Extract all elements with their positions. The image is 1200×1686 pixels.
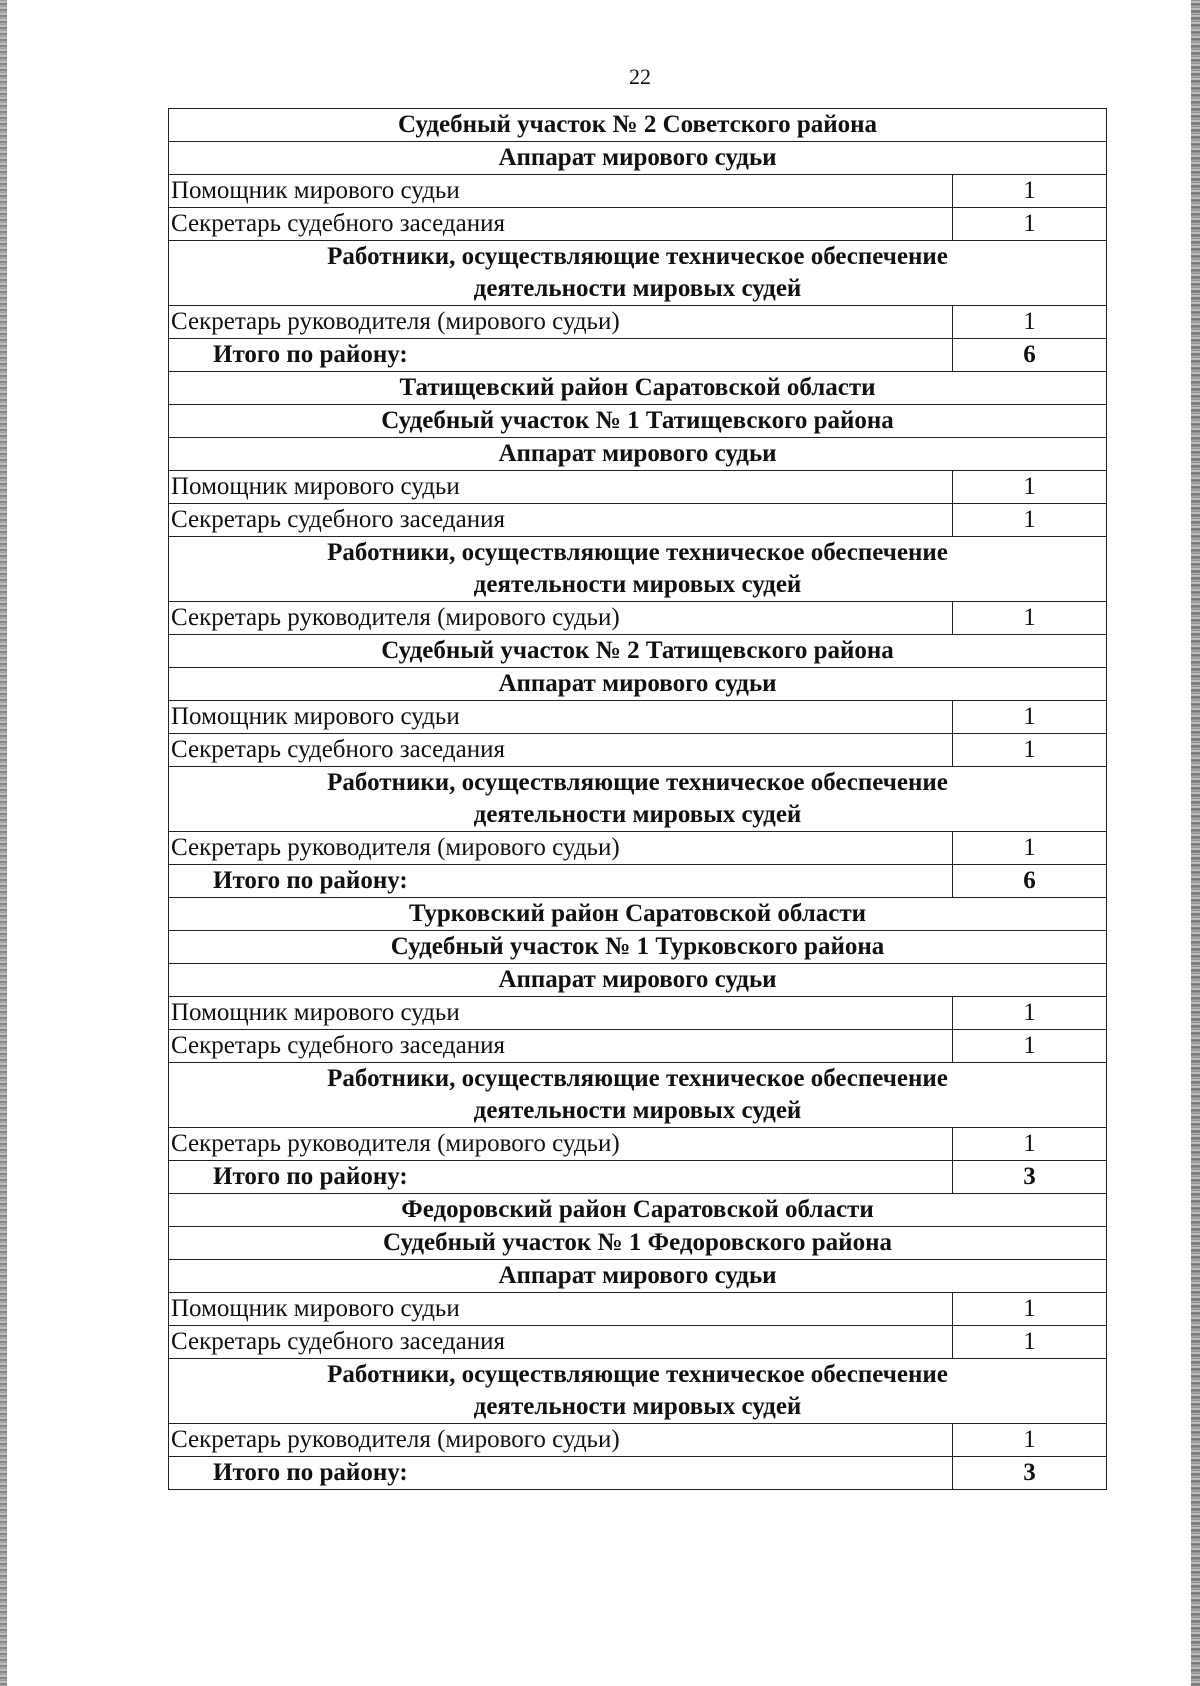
section-heading-line-1: Работники, осуществляющие техническое обеспечение [327, 539, 948, 566]
section-heading-line-2: деятельности мировых судей [473, 571, 802, 598]
district-total-label: Итого по району: [169, 1161, 953, 1194]
position-count: 1 [953, 734, 1107, 767]
section-heading-line-2: деятельности мировых судей [473, 1097, 802, 1124]
section-heading-row [169, 1260, 1107, 1293]
section-heading-line-2: деятельности мировых судей [473, 275, 802, 302]
section-heading-row [169, 1359, 1107, 1424]
section-heading: Аппарат мирового судьи [169, 142, 1107, 175]
section-heading: Аппарат мирового судьи [169, 438, 1107, 471]
section-heading-row [169, 241, 1107, 306]
section-heading-row [169, 372, 1107, 405]
district-total-count: 6 [953, 339, 1107, 372]
staffing-table [168, 108, 1107, 1490]
district-total-row [169, 865, 1107, 898]
staffing-table-body [169, 109, 1107, 1490]
position-count: 1 [953, 701, 1107, 734]
position-count: 1 [953, 1293, 1107, 1326]
position-name: Секретарь судебного заседания [169, 208, 953, 241]
position-count: 1 [953, 602, 1107, 635]
position-row [169, 602, 1107, 635]
section-heading [169, 1063, 1107, 1128]
position-name: Помощник мирового судьи [169, 701, 953, 734]
district-total-count: 6 [953, 865, 1107, 898]
section-heading-row [169, 405, 1107, 438]
position-row [169, 504, 1107, 537]
district-total-label: Итого по району: [169, 865, 953, 898]
section-heading-line-1: Работники, осуществляющие техническое обеспечение [327, 1361, 948, 1388]
section-heading [169, 241, 1107, 306]
position-row [169, 1424, 1107, 1457]
section-heading: Судебный участок № 1 Татищевского района [169, 405, 1107, 438]
section-heading-line-1: Работники, осуществляющие техническое обеспечение [327, 243, 948, 270]
section-heading [169, 537, 1107, 602]
position-count: 1 [953, 1326, 1107, 1359]
position-row [169, 701, 1107, 734]
position-name: Помощник мирового судьи [169, 997, 953, 1030]
position-name: Секретарь судебного заседания [169, 504, 953, 537]
position-name: Секретарь руководителя (мирового судьи) [169, 1128, 953, 1161]
section-heading-row [169, 964, 1107, 997]
position-count: 1 [953, 1030, 1107, 1063]
position-count: 1 [953, 504, 1107, 537]
position-count: 1 [953, 832, 1107, 865]
position-name: Секретарь руководителя (мирового судьи) [169, 1424, 953, 1457]
section-heading [169, 1359, 1107, 1424]
section-heading: Судебный участок № 2 Татищевского района [169, 635, 1107, 668]
section-heading: Судебный участок № 2 Советского района [169, 109, 1107, 142]
position-row [169, 1128, 1107, 1161]
section-heading-line-1: Работники, осуществляющие техническое обеспечение [327, 769, 948, 796]
section-heading: Аппарат мирового судьи [169, 964, 1107, 997]
position-name: Секретарь руководителя (мирового судьи) [169, 602, 953, 635]
district-total-row [169, 339, 1107, 372]
district-total-row [169, 1161, 1107, 1194]
section-heading: Аппарат мирового судьи [169, 1260, 1107, 1293]
position-count: 1 [953, 471, 1107, 504]
position-row [169, 208, 1107, 241]
position-row [169, 1326, 1107, 1359]
position-row [169, 1293, 1107, 1326]
position-name: Секретарь судебного заседания [169, 1326, 953, 1359]
district-total-count: 3 [953, 1457, 1107, 1490]
section-heading-row [169, 931, 1107, 964]
position-row [169, 471, 1107, 504]
section-heading [169, 767, 1107, 832]
section-heading-row [169, 635, 1107, 668]
position-count: 1 [953, 1128, 1107, 1161]
section-heading-line-2: деятельности мировых судей [473, 801, 802, 828]
section-heading: Татищевский район Саратовской области [169, 372, 1107, 405]
position-count: 1 [953, 175, 1107, 208]
section-heading-line-1: Работники, осуществляющие техническое обеспечение [327, 1065, 948, 1092]
position-count: 1 [953, 1424, 1107, 1457]
position-row [169, 997, 1107, 1030]
position-name: Секретарь судебного заседания [169, 1030, 953, 1063]
section-heading-row [169, 668, 1107, 701]
section-heading-row [169, 1194, 1107, 1227]
scan-edge-right [1191, 0, 1200, 1686]
section-heading-row [169, 142, 1107, 175]
position-name: Помощник мирового судьи [169, 471, 953, 504]
position-row [169, 306, 1107, 339]
district-total-count: 3 [953, 1161, 1107, 1194]
position-count: 1 [953, 306, 1107, 339]
position-row [169, 175, 1107, 208]
section-heading: Турковский район Саратовской области [169, 898, 1107, 931]
section-heading-row [169, 109, 1107, 142]
section-heading-row [169, 1063, 1107, 1128]
section-heading: Судебный участок № 1 Федоровского района [169, 1227, 1107, 1260]
position-row [169, 734, 1107, 767]
section-heading-row [169, 537, 1107, 602]
position-count: 1 [953, 997, 1107, 1030]
section-heading-line-2: деятельности мировых судей [473, 1393, 802, 1420]
scan-edge-left [0, 0, 7, 1686]
section-heading: Федоровский район Саратовской области [169, 1194, 1107, 1227]
section-heading: Судебный участок № 1 Турковского района [169, 931, 1107, 964]
position-name: Секретарь судебного заседания [169, 734, 953, 767]
section-heading: Аппарат мирового судьи [169, 668, 1107, 701]
section-heading-row [169, 767, 1107, 832]
position-count: 1 [953, 208, 1107, 241]
district-total-label: Итого по району: [169, 339, 953, 372]
position-row [169, 1030, 1107, 1063]
position-name: Помощник мирового судьи [169, 1293, 953, 1326]
position-name: Помощник мирового судьи [169, 175, 953, 208]
section-heading-row [169, 898, 1107, 931]
position-name: Секретарь руководителя (мирового судьи) [169, 832, 953, 865]
district-total-label: Итого по району: [169, 1457, 953, 1490]
section-heading-row [169, 1227, 1107, 1260]
position-row [169, 832, 1107, 865]
section-heading-row [169, 438, 1107, 471]
position-name: Секретарь руководителя (мирового судьи) [169, 306, 953, 339]
page-number: 22 [629, 64, 651, 89]
district-total-row [169, 1457, 1107, 1490]
